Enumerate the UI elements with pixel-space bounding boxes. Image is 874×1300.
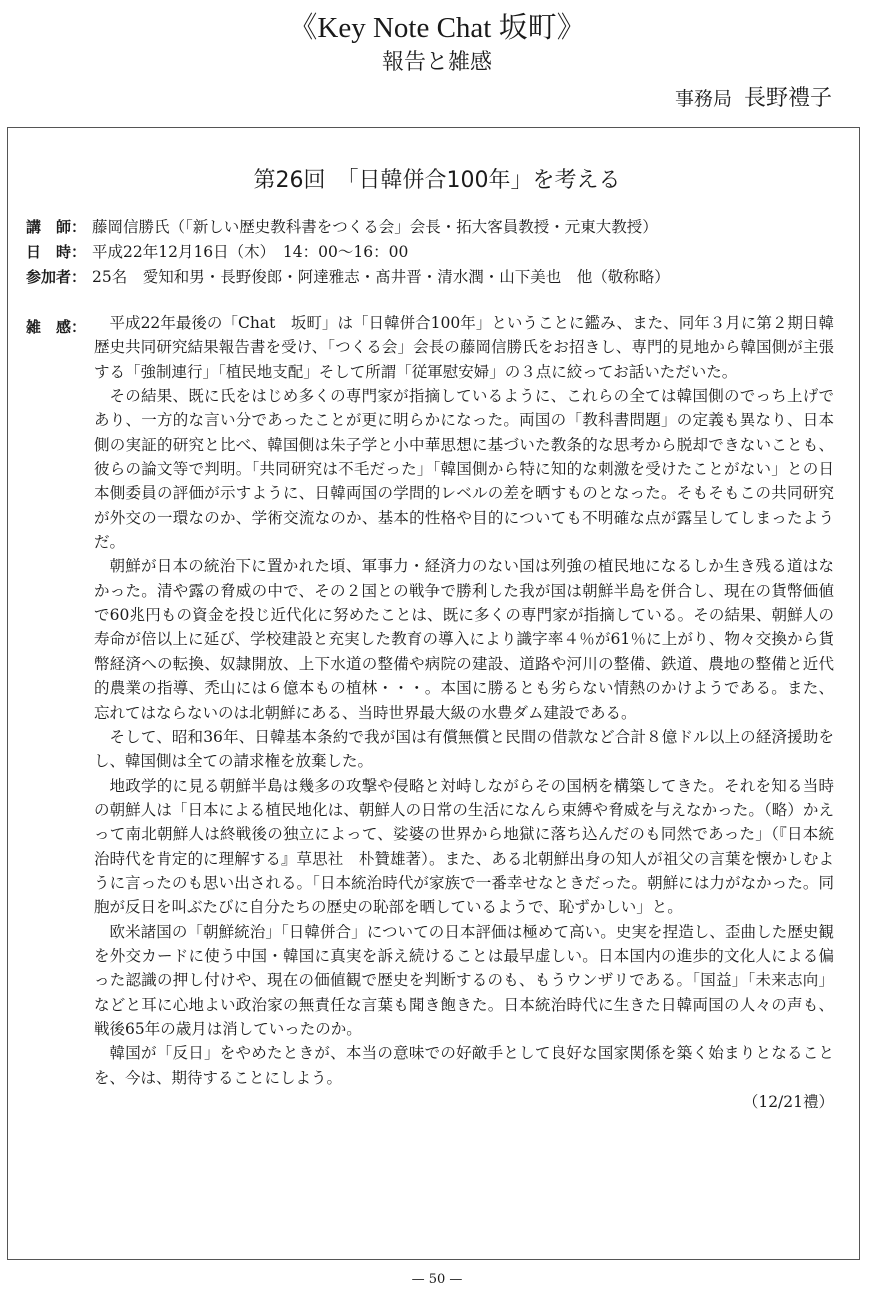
lecturer-row: [26, 215, 846, 240]
participants-label: 参加者：: [26, 268, 87, 286]
paragraph: 韓国が「反日」をやめたときが、本当の意味での好敵手として良好な国家関係を築く始まりとなることを、今は、期待することにしよう。: [94, 1044, 834, 1087]
author-line: [675, 84, 832, 114]
lecturer-label: 講 師：: [26, 218, 87, 236]
paragraph: 朝鮮が日本の統治下に置かれた頃、軍事力・経済力のない国は列強の植民地になるしか生き残る道はなかった。清や露の脅威の中で、その２国との戦争で勝利した我が国は朝鮮半島を併合し、現在の貨幣価値で60兆円もの資金を投じ近代化に努めたことは、既に多くの専門家が指摘している。その結果、朝鮮人の寿命が倍以上に延び、学校建設と充実した教育の導入により識字率４％が61％に上がり、物々交換から貨幣経済への転換、奴隷開放、上下水道の整備や病院の建設、道路や河川の整備、鉄道、農地の整備と近代的農業の指導、禿山には６億本もの植林・・・。本国に勝るとも劣らない情熱のかけようである。また、忘れてはならないのは北朝鮮にある、当時世界最大級の水豊ダム建設である。: [94, 557, 834, 722]
page-subtitle: 報告と雑感: [381, 50, 492, 75]
participants-value: 25名 愛知和男・長野俊郎・阿達雅志・髙井晋・清水潤・山下美也 他（敬称略）: [92, 268, 670, 286]
date-label: 日 時：: [26, 243, 87, 261]
impressions-body: [94, 311, 834, 1114]
paragraph: 地政学的に見る朝鮮半島は幾多の攻撃や侵略と対峙しながらその国柄を構築してきた。それを知る当時の朝鮮人は「日本による植民地化は、朝鮮人の日常の生活になんら束縛や脅威を与えなかった。（略）かえって南北朝鮮人は終戦後の独立によって、娑婆の世界から地獄に落ち込んだのも同然であった」（『日本統治時代を肯定的に理解する』草思社 朴贊雄著）。また、ある北朝鮮出身の知人が祖父の言葉を懐かしむように言ったのも思い出される。「日本統治時代が家族で一番幸せなときだった。朝鮮には力がなかった。同胞が反日を叫ぶたびに自分たちの歴史の恥部を晒しているようで、恥ずかしい」と。: [94, 776, 834, 917]
page-title: 《Key Note Chat 坂町》: [288, 12, 586, 44]
author-role: 事務局: [674, 88, 732, 110]
date-value: 平成22年12月16日（木） 14：00〜16：00: [92, 243, 409, 261]
page-number: — 50 —: [411, 1272, 463, 1287]
impressions-label: 雑 感：: [26, 318, 87, 336]
lecturer-value: 藤岡信勝氏（「新しい歴史教科書をつくる会」会長・拓大客員教授・元東大教授）: [92, 218, 658, 236]
paragraph: その結果、既に氏をはじめ多くの専門家が指摘しているように、これらの全ては韓国側のでっち上げであり、一方的な言い分であったことが更に明らかになった。両国の「教科書問題」の定義も異なり、日本側の実証的研究と比べ、韓国側は朱子学と小中華思想に基づいた教条的な思考から脱却できないことも、彼らの論文等で判明。「共同研究は不毛だった」「韓国側から特に知的な刺激を受けたことがない」との日本側委員の評価が示すように、日韓両国の学問的レベルの差を晒すものとなった。そもそもこの共同研究が外交の一環なのか、学術交流なのか、基本的性格や目的についても不明確な点が露呈してしまったようだ。: [94, 387, 834, 552]
session-info: [26, 215, 846, 290]
session-title: 第26回 「日韓併合100年」を考える: [253, 168, 621, 193]
author-name: 長野禮子: [743, 86, 832, 111]
participants-row: [26, 265, 846, 290]
paragraph: 平成22年最後の「Chat 坂町」は「日韓併合100年」ということに鑑み、また、同年３月に第２期日韓歴史共同研究結果報告書を受け、「つくる会」会長の藤岡信勝氏をお招きし、専門的見地から韓国側が主張する「強制連行」「植民地支配」そして所謂「従軍慰安婦」の３点に絞ってお話いただいた。: [94, 314, 834, 381]
date-row: [26, 240, 846, 265]
paragraph: そして、昭和36年、日韓基本条約で我が国は有償無償と民間の借款など合計８億ドル以上の経済援助をし、韓国側は全ての請求権を放棄した。: [94, 727, 834, 771]
paragraph: 欧米諸国の「朝鮮統治」「日韓併合」についての日本評価は極めて高い。史実を捏造し、歪曲した歴史観を外交カードに使う中国・韓国に真実を訴え続けることは最早虚しい。日本国内の進歩的文化人による偏った認識の押し付けや、現在の価値観で歴史を判断するのも、もうウンザリである。「国益」「未来志向」などと耳に心地よい政治家の無責任な言葉も聞き飽きた。日本統治時代に生きた日韓両国の人々の声も、戦後65年の歳月は消していったのか。: [94, 922, 834, 1038]
signature: （12/21禮）: [742, 1093, 834, 1111]
